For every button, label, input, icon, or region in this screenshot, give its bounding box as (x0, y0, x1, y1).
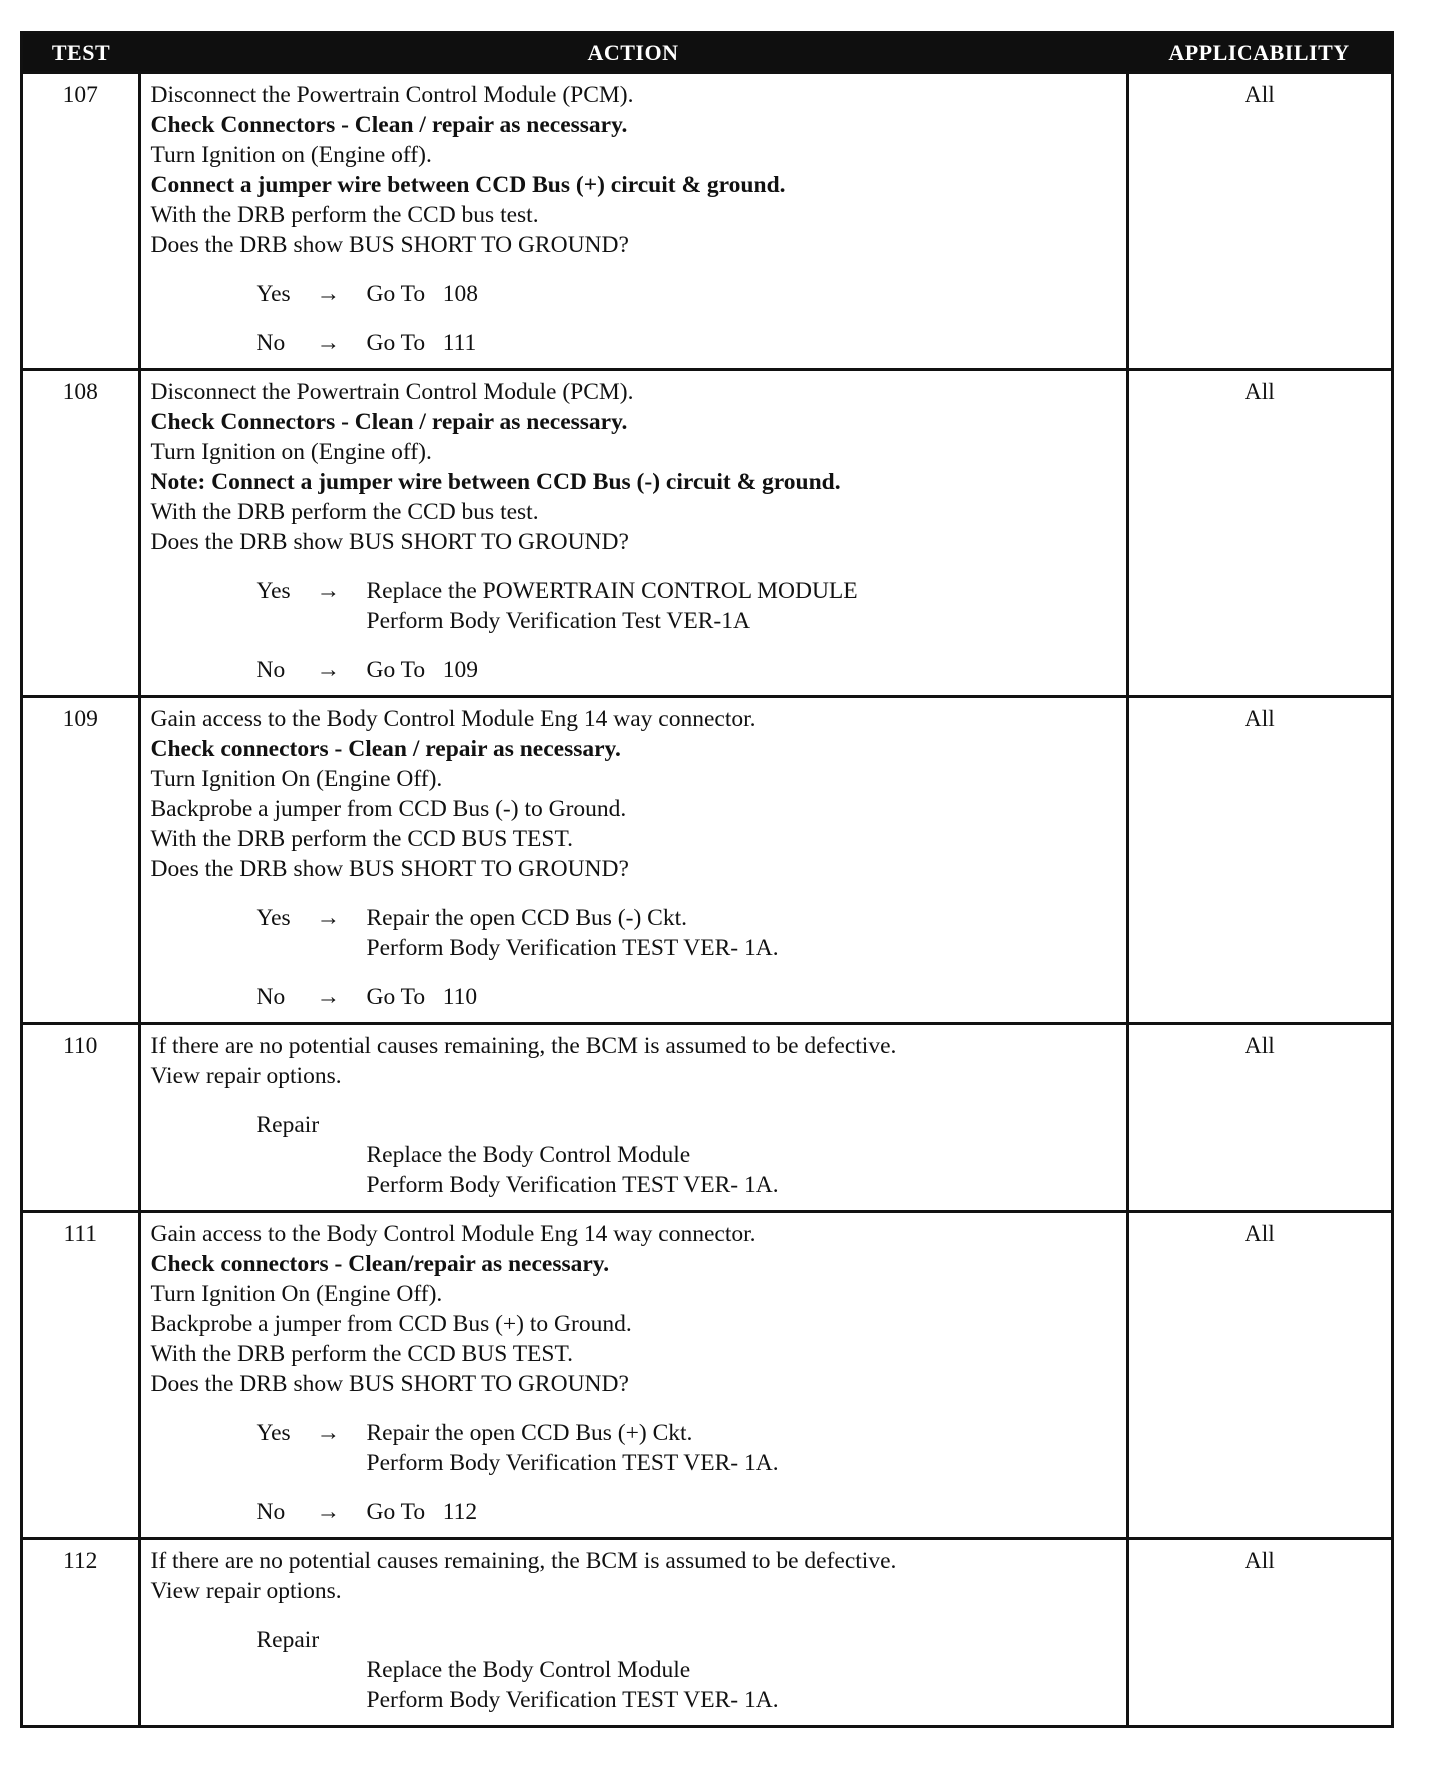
action-step-bold: Connect a jumper wire between CCD Bus (+) circuit & ground. (150, 172, 786, 198)
action-step: Turn Ignition On (Engine Off). (150, 766, 443, 792)
action-step: With the DRB perform the CCD bus test. (150, 499, 539, 525)
repair-label: Repair (256, 1112, 320, 1138)
no-result-line: Go To 112 (366, 1499, 478, 1525)
table-row (23, 370, 1391, 697)
action-cell (139, 73, 1127, 370)
test-number: 107 (23, 73, 139, 370)
no-result (367, 655, 1118, 685)
yes-result-line: Perform Body Verification TEST VER- 1A. (366, 935, 779, 961)
yes-result-line: Perform Body Verification Test VER-1A (366, 608, 750, 634)
header-row (23, 34, 1391, 73)
test-number: 108 (23, 370, 139, 697)
action-step: Turn Ignition on (Engine off). (150, 439, 432, 465)
applicability-value: All (1127, 370, 1391, 697)
diagnostic-test-table-frame (20, 31, 1394, 1728)
no-label: No (256, 330, 286, 356)
no-result (367, 982, 1118, 1012)
yes-label: Yes (256, 281, 291, 307)
action-cell (139, 1212, 1127, 1539)
action-step: Does the DRB show BUS SHORT TO GROUND? (150, 232, 629, 258)
right-arrow-icon: → (316, 578, 340, 604)
yes-result-line: Go To 108 (366, 281, 479, 307)
no-outcome (257, 1497, 1118, 1527)
table-row (23, 1024, 1391, 1212)
action-cell (139, 1024, 1127, 1212)
right-arrow-icon: → (316, 657, 340, 683)
action-step-bold: Check connectors - Clean/repair as necessary. (150, 1251, 610, 1277)
yes-result-line: Repair the open CCD Bus (+) Ckt. (366, 1420, 693, 1446)
repair-step: Replace the Body Control Module (366, 1142, 691, 1168)
repair-step: Perform Body Verification TEST VER- 1A. (366, 1172, 779, 1198)
repair-steps (367, 1655, 1118, 1715)
action-step: View repair options. (150, 1578, 342, 1604)
yes-outcome (257, 279, 1118, 309)
right-arrow-icon: → (316, 1499, 340, 1525)
applicability-value: All (1127, 1539, 1391, 1726)
action-step: With the DRB perform the CCD bus test. (150, 202, 539, 228)
no-result-line: Go To 110 (366, 984, 478, 1010)
no-result (367, 1497, 1118, 1527)
applicability-value: All (1127, 73, 1391, 370)
table-row (23, 1539, 1391, 1726)
action-cell (139, 1539, 1127, 1726)
action-step: Disconnect the Powertrain Control Module (PCM). (150, 379, 634, 405)
no-label: No (256, 1499, 286, 1525)
table-header (23, 34, 1391, 73)
yes-outcome (257, 903, 1118, 963)
yes-result-line: Repair the open CCD Bus (-) Ckt. (366, 905, 687, 931)
action-cell (139, 697, 1127, 1024)
right-arrow-icon: → (316, 905, 340, 931)
yes-result (367, 279, 1118, 309)
action-step: With the DRB perform the CCD BUS TEST. (150, 826, 573, 852)
applicability-value: All (1127, 1024, 1391, 1212)
table-row (23, 1212, 1391, 1539)
repair-steps (367, 1140, 1118, 1200)
no-result (367, 328, 1118, 358)
yes-result (367, 576, 1118, 636)
action-step-bold: Check Connectors - Clean / repair as necessary. (150, 409, 628, 435)
yes-result (367, 1418, 1118, 1478)
action-step-bold: Check connectors - Clean / repair as necessary. (150, 736, 621, 762)
action-step-bold: Check Connectors - Clean / repair as necessary. (150, 112, 628, 138)
no-result-line: Go To 109 (366, 657, 479, 683)
action-step: Disconnect the Powertrain Control Module (PCM). (150, 82, 634, 108)
action-step: Gain access to the Body Control Module Eng 14 way connector. (150, 706, 756, 732)
no-outcome (257, 982, 1118, 1012)
yes-label: Yes (256, 905, 291, 931)
yes-result-line: Perform Body Verification TEST VER- 1A. (366, 1450, 779, 1476)
repair-label: Repair (256, 1627, 320, 1653)
test-number: 110 (23, 1024, 139, 1212)
no-outcome (257, 655, 1118, 685)
yes-result-line: Replace the POWERTRAIN CONTROL MODULE (366, 578, 858, 604)
yes-label: Yes (256, 578, 291, 604)
action-step: View repair options. (150, 1063, 342, 1089)
table-row (23, 73, 1391, 370)
action-step: Does the DRB show BUS SHORT TO GROUND? (150, 1371, 629, 1397)
header-action: ACTION (139, 34, 1127, 73)
action-step: Turn Ignition On (Engine Off). (150, 1281, 443, 1307)
action-step-bold: Note: Connect a jumper wire between CCD Bus (-) circuit & ground. (150, 469, 841, 495)
repair-step: Perform Body Verification TEST VER- 1A. (366, 1687, 779, 1713)
action-cell (139, 370, 1127, 697)
test-number: 111 (23, 1212, 139, 1539)
yes-label: Yes (256, 1420, 291, 1446)
diagnostic-test-table (23, 34, 1391, 1725)
action-step: Does the DRB show BUS SHORT TO GROUND? (150, 856, 629, 882)
applicability-value: All (1127, 697, 1391, 1024)
action-step: Gain access to the Body Control Module Eng 14 way connector. (150, 1221, 756, 1247)
test-number: 109 (23, 697, 139, 1024)
action-step: Turn Ignition on (Engine off). (150, 142, 432, 168)
action-step: With the DRB perform the CCD BUS TEST. (150, 1341, 573, 1367)
right-arrow-icon: → (316, 1420, 340, 1446)
right-arrow-icon: → (316, 330, 340, 356)
action-step: If there are no potential causes remaining, the BCM is assumed to be defective. (150, 1548, 897, 1574)
right-arrow-icon: → (316, 984, 340, 1010)
no-result-line: Go To 111 (366, 330, 477, 356)
repair-step: Replace the Body Control Module (366, 1657, 691, 1683)
header-applicability: APPLICABILITY (1127, 34, 1391, 73)
yes-outcome (257, 1418, 1118, 1478)
right-arrow-icon: → (316, 281, 340, 307)
yes-result (367, 903, 1118, 963)
action-step: If there are no potential causes remaining, the BCM is assumed to be defective. (150, 1033, 897, 1059)
table-body (23, 73, 1391, 1726)
no-label: No (256, 984, 286, 1010)
action-step: Backprobe a jumper from CCD Bus (+) to Ground. (150, 1311, 632, 1337)
header-test: TEST (23, 34, 139, 73)
action-step: Does the DRB show BUS SHORT TO GROUND? (150, 529, 629, 555)
no-outcome (257, 328, 1118, 358)
action-step: Backprobe a jumper from CCD Bus (-) to Ground. (150, 796, 627, 822)
test-number: 112 (23, 1539, 139, 1726)
no-label: No (256, 657, 286, 683)
applicability-value: All (1127, 1212, 1391, 1539)
table-row (23, 697, 1391, 1024)
yes-outcome (257, 576, 1118, 636)
